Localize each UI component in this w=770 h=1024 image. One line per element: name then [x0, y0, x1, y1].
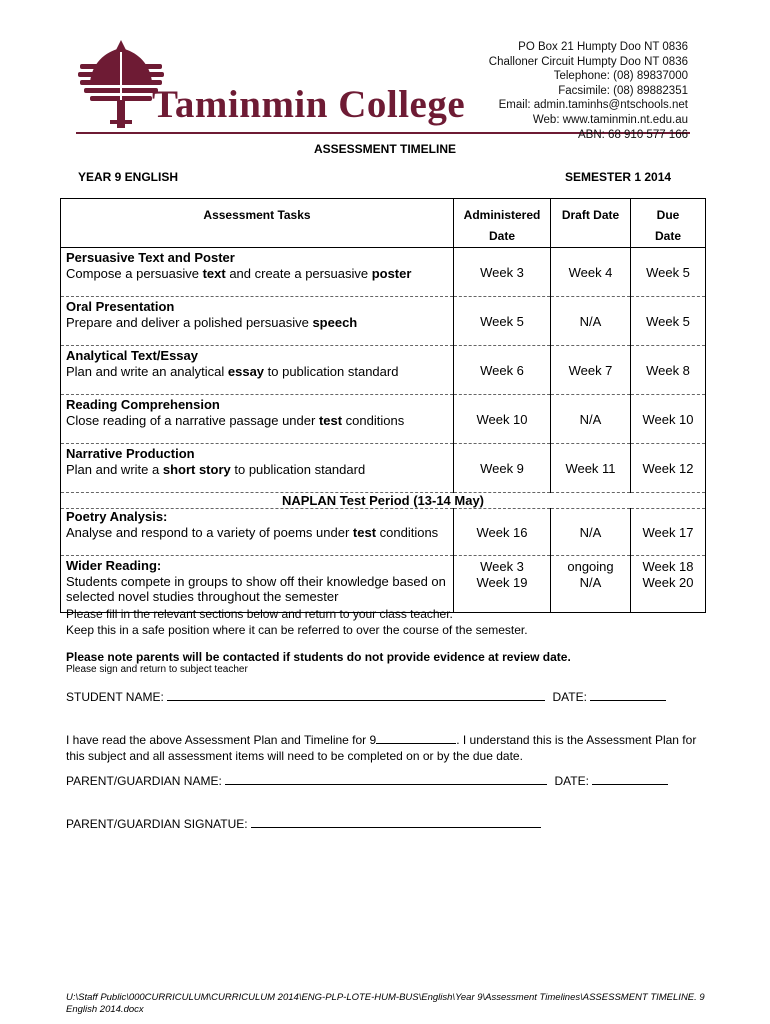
draft-cell: Week 7 [551, 346, 631, 395]
date-label: DATE: [554, 774, 589, 788]
draft-cell: ongoing N/A [551, 556, 631, 613]
sign-note: Please sign and return to subject teacher [66, 664, 248, 675]
task-description: Close reading of a narrative passage under test conditions [66, 412, 405, 428]
contact-line: Email: admin.taminhs@ntschools.net [498, 99, 688, 112]
task-title: Oral Presentation [66, 299, 175, 314]
document-title: ASSESSMENT TIMELINE [313, 142, 456, 156]
header-draft: Draft Date [551, 199, 631, 248]
task-title: Reading Comprehension [66, 397, 220, 412]
acknowledgement-text-2: . I understand this is the Assessment Plan for this subject and all assessment items will need to be completed on or by the due date. [66, 733, 697, 763]
draft-cell: N/A [551, 395, 631, 444]
contact-block [480, 40, 688, 142]
draft-cell: Week 11 [551, 444, 631, 493]
administered-cell: Week 5 [454, 297, 551, 346]
table-row [61, 395, 706, 444]
instruction-line: Keep this in a safe position where it can be referred to over the course of the semester. [66, 622, 528, 637]
instruction-line: Please fill in the relevant sections below and return to your class teacher. [66, 607, 453, 621]
draft-cell: Week 4 [551, 248, 631, 297]
signature-row [66, 816, 541, 831]
administered-cell: Week 3 [454, 248, 551, 297]
student-name-label: STUDENT NAME: [66, 690, 164, 704]
due-cell: Week 8 [631, 346, 706, 395]
table-row [61, 248, 706, 297]
due-cell: Week 10 [631, 395, 706, 444]
semester-heading: SEMESTER 1 2014 [565, 170, 672, 184]
table-row [61, 297, 706, 346]
table-row [61, 444, 706, 493]
task-description: Plan and write an analytical essay to publication standard [66, 363, 399, 379]
due-cell: Week 18 Week 20 [631, 556, 706, 613]
task-title: Persuasive Text and Poster [66, 250, 235, 265]
student-name-field[interactable] [167, 689, 545, 701]
parent-name-label: PARENT/GUARDIAN NAME: [66, 774, 222, 788]
contact-line: Challoner Circuit Humpty Doo NT 0836 [488, 55, 688, 68]
due-cell: Week 5 [631, 297, 706, 346]
header-tasks: Assessment Tasks [61, 199, 454, 248]
task-description: Prepare and deliver a polished persuasive speech [66, 314, 358, 330]
student-date-field[interactable] [590, 689, 666, 701]
college-name: Taminmin College [152, 83, 466, 126]
parent-date-field[interactable] [592, 773, 668, 785]
subject-heading: YEAR 9 ENGLISH [78, 170, 179, 184]
contact-line: ABN: 68 910 577 166 [578, 128, 688, 141]
contact-line: Telephone: (08) 89837000 [553, 70, 688, 83]
student-name-row [66, 689, 666, 704]
task-title: Narrative Production [66, 446, 195, 461]
task-title: Wider Reading: [66, 558, 162, 573]
contact-line: PO Box 21 Humpty Doo NT 0836 [518, 41, 688, 53]
contact-line: Facsimile: (08) 89882351 [558, 84, 688, 97]
draft-cell: N/A [551, 509, 631, 556]
warning-note: Please note parents will be contacted if students do not provide evidence at review date. [66, 650, 571, 664]
task-title: Analytical Text/Essay [66, 348, 198, 363]
table-row [61, 509, 706, 556]
administered-cell: Week 16 [454, 509, 551, 556]
task-title: Poetry Analysis: [66, 509, 168, 524]
class-field[interactable] [376, 732, 456, 744]
signature-label: PARENT/GUARDIAN SIGNATUE: [66, 817, 248, 831]
due-cell: Week 17 [631, 509, 706, 556]
date-label: DATE: [552, 690, 587, 704]
task-description: Compose a persuasive text and create a persuasive poster [66, 265, 412, 281]
due-cell: Week 5 [631, 248, 706, 297]
signature-field[interactable] [251, 816, 541, 828]
draft-cell: N/A [551, 297, 631, 346]
task-description: Analyse and respond to a variety of poems under test conditions [66, 524, 439, 540]
table-row [61, 346, 706, 395]
administered-cell: Week 3 Week 19 [454, 556, 551, 613]
table-row [61, 556, 706, 613]
table-header-row [61, 199, 706, 248]
task-description: Plan and write a short story to publication standard [66, 461, 366, 477]
parent-name-row [66, 773, 668, 788]
parent-name-field[interactable] [225, 773, 547, 785]
assessment-table [60, 198, 706, 613]
file-path-footer: U:\Staff Public\000CURRICULUM\CURRICULUM 2014\ENG-PLP-LOTE-HUM-BUS\English\Year 9\Assessment Timelines\ASSESSMENT TIMELINE. 9 English 2014.docx [66, 992, 705, 1015]
due-cell: Week 12 [631, 444, 706, 493]
task-description: Students compete in groups to show off their knowledge based on selected novel studies throughout the semester [66, 573, 446, 604]
acknowledgement-text: I have read the above Assessment Plan and Timeline for 9 [66, 733, 377, 747]
administered-cell: Week 10 [454, 395, 551, 444]
naplan-label: NAPLAN Test Period (13-14 May) [61, 493, 706, 509]
header-due: Due Date [631, 199, 706, 248]
header-administered: Administered Date [454, 199, 551, 248]
naplan-row [61, 493, 706, 509]
acknowledgement [66, 732, 716, 764]
instructions [66, 607, 528, 638]
contact-line: Web: www.taminmin.nt.edu.au [532, 113, 688, 126]
administered-cell: Week 9 [454, 444, 551, 493]
administered-cell: Week 6 [454, 346, 551, 395]
